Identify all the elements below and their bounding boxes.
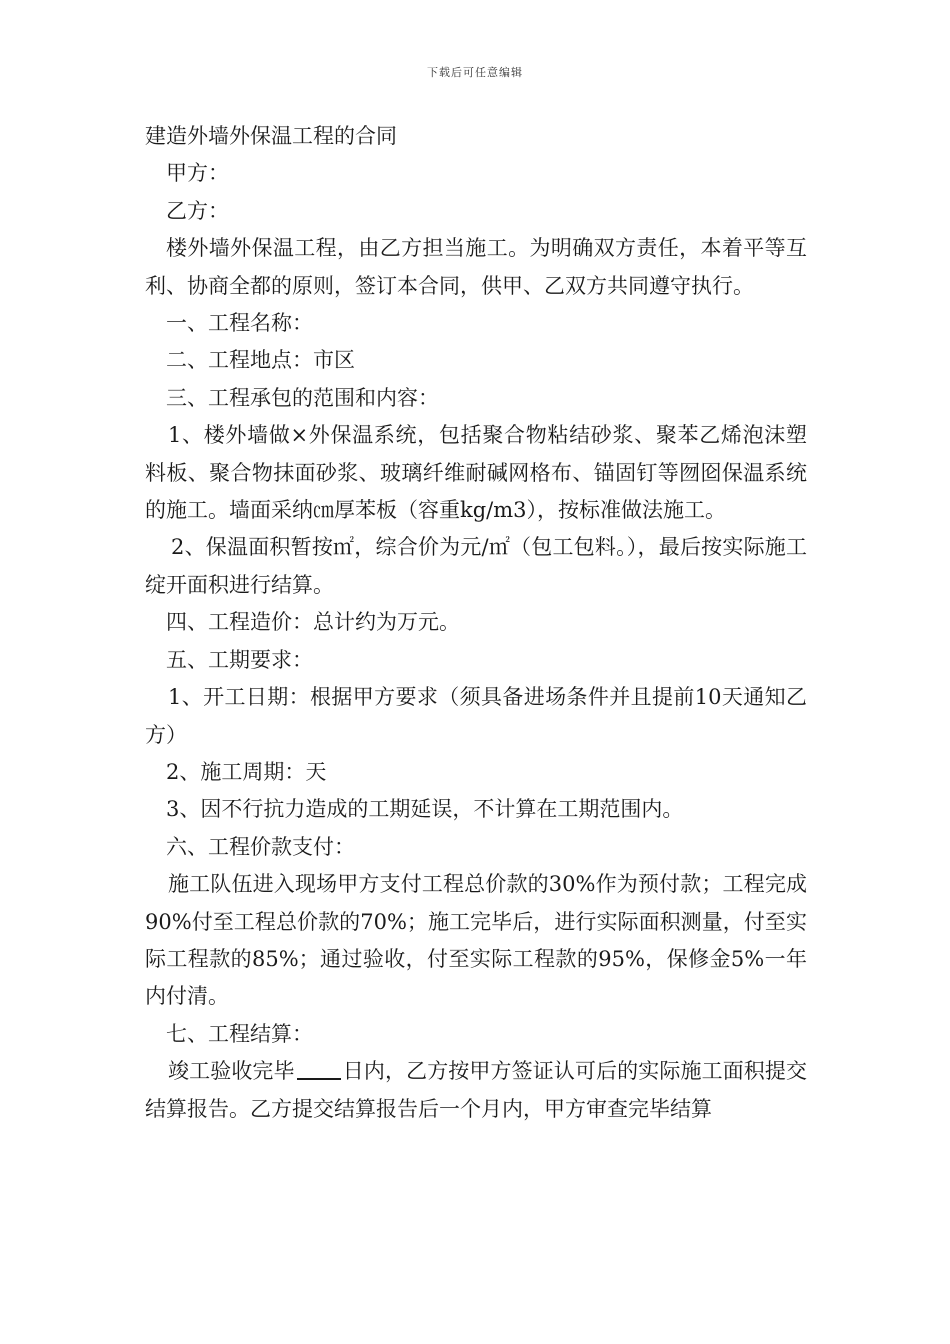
section-1-heading: 一、工程名称：: [166, 311, 313, 336]
intro-paragraph: 楼外墙外保温工程，由乙方担当施工。为明确双方责任，本着平等互利、协商全都的原则，签订本合同，供甲、乙双方共同遵守执行。: [145, 236, 807, 298]
header-note: 下载后可任意编辑: [427, 66, 523, 79]
section-7-body-end: 日内，乙方按甲方签证认可后的实际施工面积提交结算报告。乙方提交结算报告后一个月内，甲方审查完毕结算: [145, 1059, 808, 1121]
section-2-heading: 二、工程地点：市区: [166, 348, 355, 373]
section-7-heading: 七、工程结算：: [166, 1021, 313, 1046]
section-7-body-start: 竣工验收完毕: [168, 1059, 295, 1084]
section-3-heading: 三、工程承包的范围和内容：: [166, 385, 439, 410]
document-title: 建造外墙外保温工程的合同: [145, 124, 397, 148]
section-4-heading: 四、工程造价：总计约为万元。: [166, 610, 460, 635]
section-5-item-2: 2、施工周期：天: [166, 759, 327, 784]
section-3-item-1: 1、楼外墙做×外保温系统，包括聚合物粘结砂浆、聚苯乙烯泡沫塑料板、聚合物抹面砂浆、玻璃纤维耐碱网格布、锚固钉等囫囵保温系统的施工。墙面采纳㎝厚苯板（容重kg/m3），按标准做法施工。: [145, 423, 807, 523]
section-5-heading: 五、工期要求：: [166, 647, 313, 672]
section-6-heading: 六、工程价款支付：: [166, 834, 355, 859]
section-6-body: 施工队伍进入现场甲方支付工程总价款的30%作为预付款；工程完成90%付至工程总价款的70%；施工完毕后，进行实际面积测量，付至实际工程款的85%；通过验收，付至实际工程款的95%，保修金5%一年内付清。: [145, 872, 807, 1009]
party-b-line: 乙方：: [166, 198, 229, 223]
fill-in-blank: [297, 1058, 341, 1080]
section-7-body: [145, 1053, 807, 1128]
party-a-line: 甲方：: [166, 161, 229, 186]
section-5-item-1: 1、开工日期：根据甲方要求（须具备进场条件并且提前10天通知乙方）: [145, 685, 807, 747]
contract-document: [145, 118, 807, 1128]
section-5-item-3: 3、因不行抗力造成的工期延误，不计算在工期范围内。: [166, 797, 684, 822]
section-3-item-2: 2、保温面积暂按㎡，综合价为元/㎡（包工包料。），最后按实际施工绽开面积进行结算。: [145, 535, 807, 597]
